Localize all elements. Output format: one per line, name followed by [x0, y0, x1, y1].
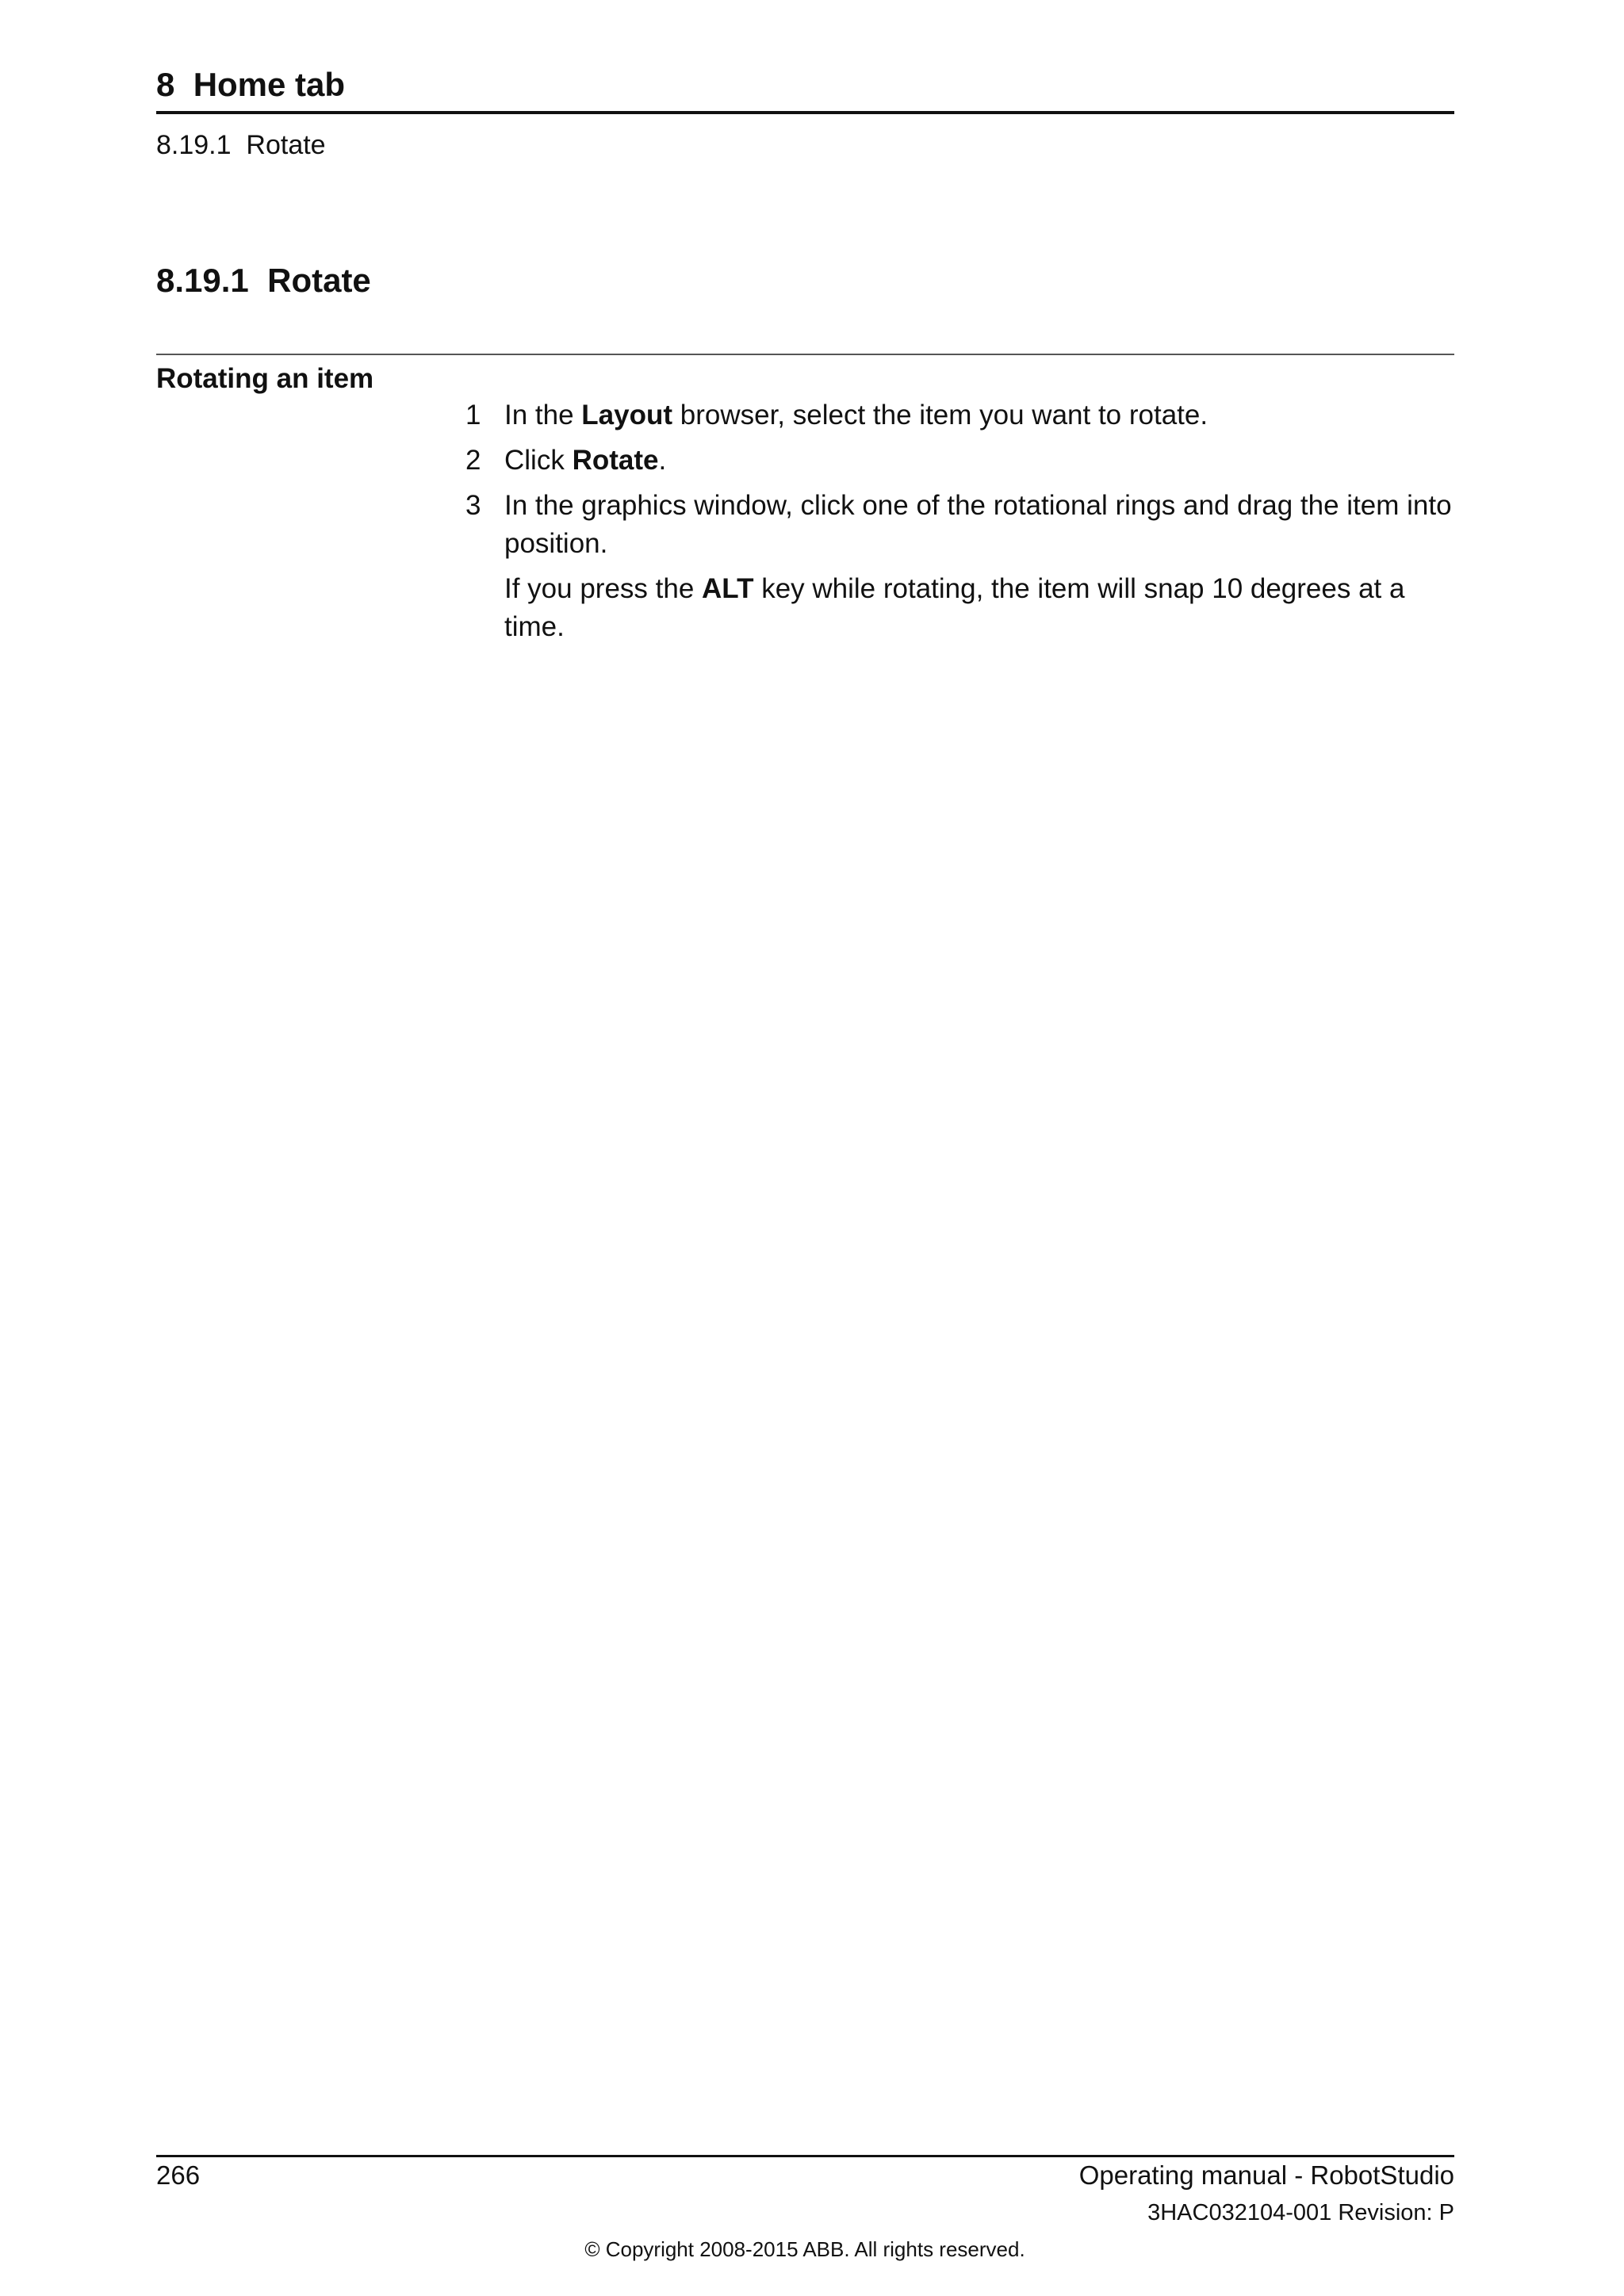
- step-note: If you press the ALT key while rotating, the item will snap 10 degrees at a time.: [504, 573, 1405, 642]
- footer-divider: [156, 2155, 1454, 2157]
- step-number: 1: [465, 400, 481, 430]
- step-text: In the Layout browser, select the item you want to rotate.: [504, 400, 1208, 430]
- step-text: In the graphics window, click one of the rotational rings and drag the item into position.: [504, 490, 1452, 559]
- copyright-notice: © Copyright 2008-2015 ABB. All rights reserved.: [584, 2237, 1025, 2261]
- step-number: 3: [465, 490, 481, 521]
- running-section-title: 8.19.1 Rotate: [156, 130, 326, 160]
- section-heading: 8.19.1 Rotate: [156, 262, 371, 299]
- manual-title: Operating manual - RobotStudio: [1078, 2160, 1454, 2190]
- step-text: Click Rotate.: [504, 445, 667, 476]
- key-name-alt: ALT: [702, 573, 754, 604]
- section-divider: [156, 354, 1454, 355]
- document-id: 3HAC032104-001 Revision: P: [1147, 2200, 1454, 2225]
- ui-term-rotate: Rotate: [572, 445, 659, 476]
- step-number: 2: [465, 445, 481, 476]
- step-3: [460, 487, 1454, 646]
- page-number: 266: [156, 2160, 201, 2190]
- procedure-steps: [460, 396, 1454, 653]
- chapter-title: 8 Home tab: [156, 66, 346, 103]
- step-1: [460, 396, 1454, 434]
- header-divider: [156, 111, 1454, 114]
- ui-term-layout: Layout: [581, 400, 673, 430]
- step-2: [460, 442, 1454, 480]
- side-heading: Rotating an item: [156, 363, 374, 394]
